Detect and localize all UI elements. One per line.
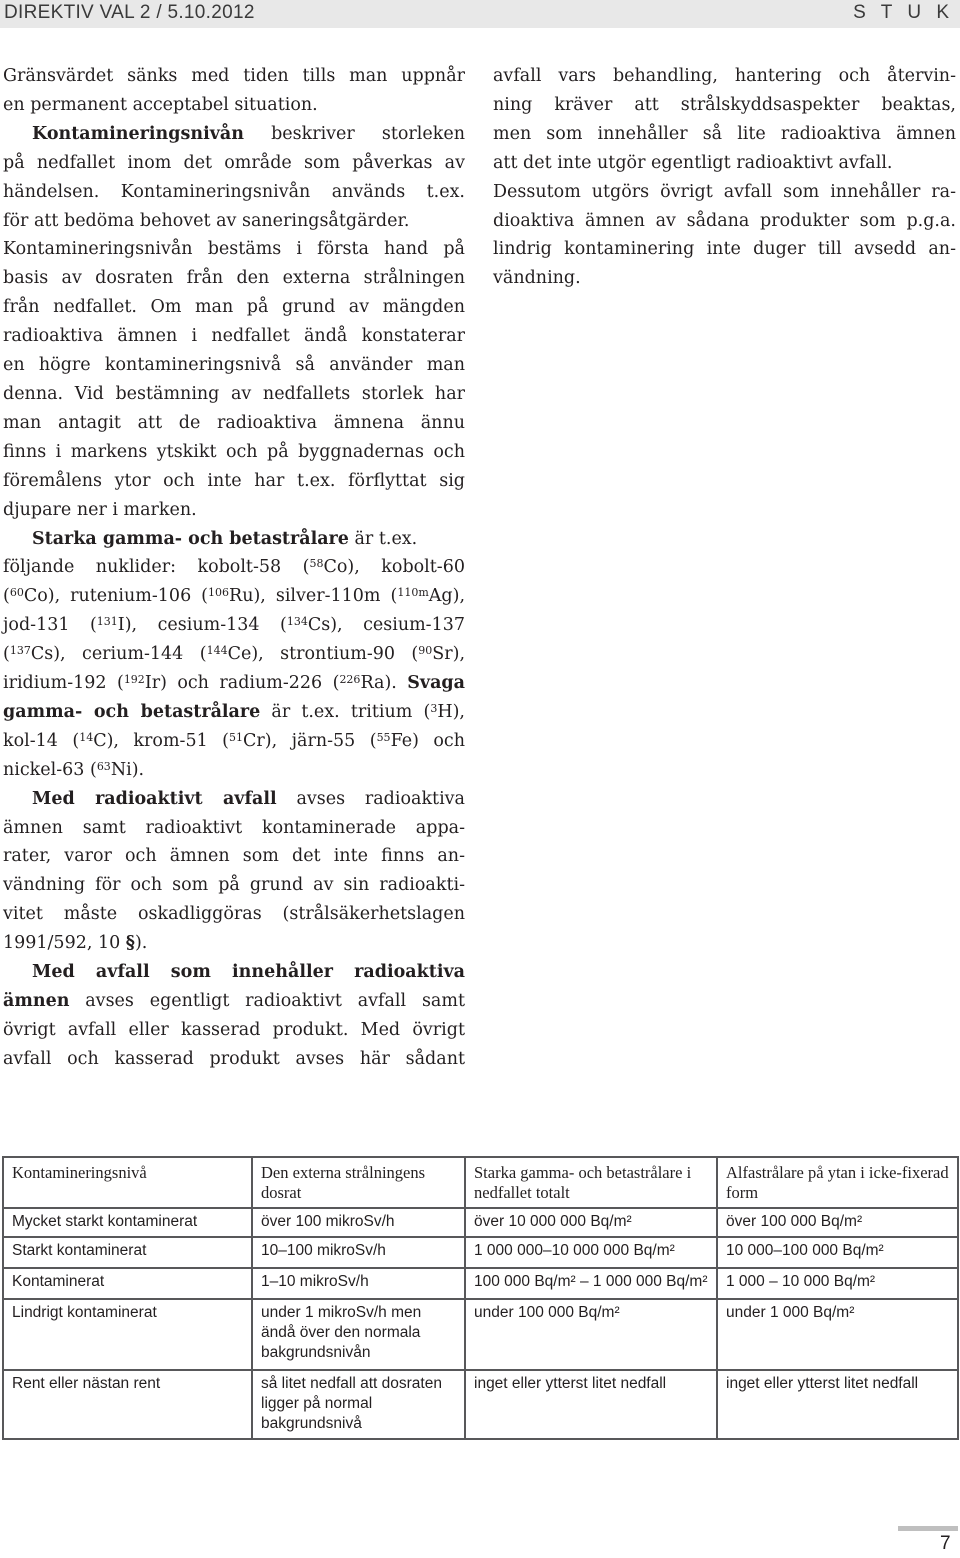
text-line: från nedfallet. Om man på grund av mängden <box>3 297 465 318</box>
text-line: djupare ner i marken. <box>3 499 197 520</box>
table-cell: 1 000 000–10 000 000 Bq/m² <box>465 1237 717 1268</box>
text-line: iridium-192 ($^{192}$Ir) och radium-226 ($^{226}$Ra). Svaga <box>3 673 466 694</box>
text-line: lindrig kontaminering inte duger till avsedd an- <box>493 239 956 260</box>
text-line: vändning. <box>493 268 581 289</box>
text-line: man antagit att de radioaktiva ämnena ännu <box>3 412 465 433</box>
text-line: radioaktiva ämnen i nedfallet ändå konstaterar <box>3 326 465 347</box>
text-line: en permanent acceptabel situation. <box>3 94 318 115</box>
table-cell: Starkt kontaminerat <box>3 1237 252 1268</box>
text-line: nickel-63 ($^{63}$Ni). <box>3 759 145 780</box>
text-line: föremålens ytor och inte har t.ex. förflyttat sig <box>3 470 465 491</box>
table-cell: över 100 mikroSv/h <box>252 1208 465 1237</box>
table-cell: Rent eller nästan rent <box>3 1370 252 1439</box>
text-line: avfall vars behandling, hantering och återvin- <box>493 66 956 86</box>
text-line: för att bedöma behovet av saneringsåtgärder. <box>3 210 410 231</box>
table-cell: över 100 000 Bq/m² <box>717 1208 958 1237</box>
table-row <box>3 1208 958 1237</box>
term-strong-emitters: Starka gamma- och betastrålare <box>32 528 349 549</box>
text-line: Dessutom utgörs övrigt avfall som innehåller ra- <box>493 181 956 202</box>
text-line: ämnen samt radioaktivt kontaminerade appa- <box>3 817 465 838</box>
table-cell: inget eller ytterst litet nedfall <box>465 1370 717 1439</box>
paragraph-limit-value <box>3 62 465 120</box>
column-header: Den externa strålningens dosrat <box>252 1157 465 1208</box>
text-line: gamma- och betastrålare är t.ex. tritium ($^3$H), <box>3 701 465 722</box>
table-cell: 10 000–100 000 Bq/m² <box>717 1237 958 1268</box>
column-header: Starka gamma- och betastrålare i nedfallet totalt <box>465 1157 717 1208</box>
text-line: Gränsvärdet sänks med tiden tills man uppnår <box>3 66 465 86</box>
text-line: en högre kontamineringsnivå så använder man <box>3 355 465 376</box>
text-line: Med radioaktivt avfall avses radioaktiva <box>32 788 465 809</box>
page-number: 7 <box>940 1533 951 1554</box>
text-line: Kontamineringsnivån bestäms i första hand på <box>3 239 465 260</box>
table-row <box>3 1299 958 1370</box>
text-line: händelsen. Kontamineringsnivån används t.ex. <box>3 181 465 202</box>
text-line: rater, varor och ämnen som det inte finns an- <box>3 846 465 867</box>
text-line: avfall och kasserad produkt avses här sådant <box>3 1048 465 1069</box>
right-text-column <box>493 62 956 293</box>
contamination-levels-table <box>2 1156 959 1440</box>
term-contamination-level: Kontamineringsnivån <box>32 123 244 144</box>
column-header: Kontamineringsnivå <box>3 1157 252 1208</box>
text-line: basis av dosraten från den externa strålningen <box>3 268 465 289</box>
table-cell: inget eller ytterst litet nedfall <box>717 1370 958 1439</box>
text-line <box>3 958 465 987</box>
text-line: ning kräver att strålskyddsaspekter beaktas, <box>493 94 956 115</box>
text-line: vitet måste oskadliggöras (strålsäkerhetslagen <box>3 904 465 925</box>
text-line: 1991/592, 10 §). <box>3 933 148 954</box>
table-cell: Kontaminerat <box>3 1268 252 1299</box>
column-header: Alfastrålare på ytan i icke-fixerad form <box>717 1157 958 1208</box>
text-line: denna. Vid bestämning av nedfallets storlek har <box>3 383 465 404</box>
paragraph-nuclides <box>3 525 465 785</box>
paragraph-other-waste <box>493 62 956 293</box>
text-line: ($^{60}$Co), rutenium-106 ($^{106}$Ru), silver-110m ($^{110m}$Ag), <box>3 586 466 607</box>
table-header-row <box>3 1157 958 1208</box>
text-line: på nedfallet inom det område som påverkas av <box>3 152 465 173</box>
paragraph-waste-containing <box>3 958 465 1074</box>
table-cell: 1 000 – 10 000 Bq/m² <box>717 1268 958 1299</box>
table-row <box>3 1268 958 1299</box>
text-line: finns i markens ytskikt och på byggnadernas och <box>3 441 465 462</box>
text-line: att det inte utgör egentligt radioaktivt avfall. <box>493 152 893 173</box>
text-line: Kontamineringsnivån beskriver storleken <box>32 123 465 144</box>
table-cell: Mycket starkt kontaminerat <box>3 1208 252 1237</box>
table-cell: Lindrigt kontaminerat <box>3 1299 252 1370</box>
table-row <box>3 1237 958 1268</box>
table-cell: så litet nedfall att dosraten ligger på normal bakgrundsnivå <box>252 1370 465 1439</box>
term-weak-emitters: Svaga <box>407 673 466 694</box>
text-line: övrigt avfall eller kasserad produkt. Med övrigt <box>3 1019 465 1040</box>
text-line: följande nuklider: kobolt-58 ($^{58}$Co), kobolt-60 <box>3 557 465 578</box>
document-title: DIREKTIV VAL 2 / 5.10.2012 <box>4 2 255 23</box>
paragraph-contamination-level <box>3 120 465 525</box>
paragraph-radioactive-waste <box>3 785 465 958</box>
organization-name: S T U K <box>853 2 954 23</box>
table-cell: över 10 000 000 Bq/m² <box>465 1208 717 1237</box>
table-cell: 10–100 mikroSv/h <box>252 1237 465 1268</box>
table-cell: 1–10 mikroSv/h <box>252 1268 465 1299</box>
text-line: dioaktiva ämnen av sådana produkter som p.g.a. <box>493 210 956 231</box>
page-number-rule <box>898 1526 958 1531</box>
text-line: Starka gamma- och betastrålare är t.ex. <box>32 528 418 549</box>
text-line: kol-14 ($^{14}$C), krom-51 ($^{51}$Cr), järn-55 ($^{55}$Fe) och <box>3 730 465 751</box>
text-line: vändning för och som på grund av sin radioakti- <box>3 875 465 896</box>
text-line: ämnen avses egentligt radioaktivt avfall samt <box>3 991 465 1011</box>
term-waste-containing: Med avfall som innehåller radioaktiva <box>32 962 465 983</box>
text-line: ($^{137}$Cs), cerium-144 ($^{144}$Ce), strontium-90 ($^{90}$Sr), <box>3 644 466 665</box>
page-header <box>0 0 960 28</box>
term-radioactive-waste: Med radioaktivt avfall <box>32 788 277 809</box>
left-text-column <box>3 62 465 1074</box>
table-cell: 100 000 Bq/m² – 1 000 000 Bq/m² <box>465 1268 717 1299</box>
text-line: men som innehåller så lite radioaktiva ämnen <box>493 123 956 144</box>
table-cell: under 1 mikroSv/h men ändå över den normala bakgrundsnivån <box>252 1299 465 1370</box>
table-row <box>3 1370 958 1439</box>
text-line: jod-131 ($^{131}$I), cesium-134 ($^{134}$Cs), cesium-137 <box>3 615 465 636</box>
table-cell: under 100 000 Bq/m² <box>465 1299 717 1370</box>
table-cell: under 1 000 Bq/m² <box>717 1299 958 1370</box>
